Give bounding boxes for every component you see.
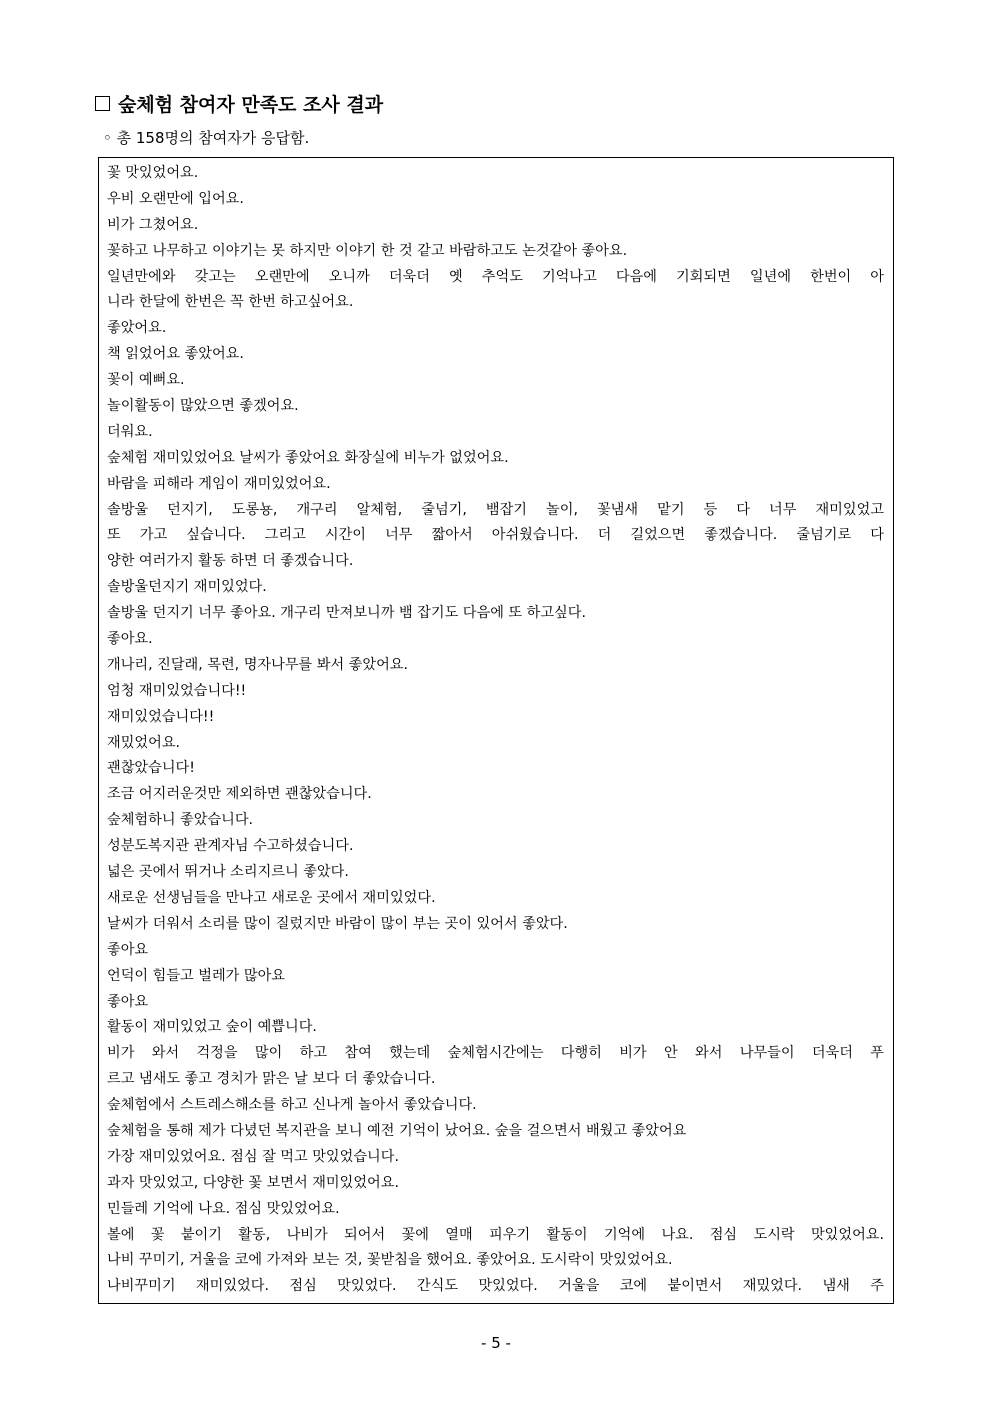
response-line: 니라 한달에 한번은 꼭 한번 하고싶어요. [107, 294, 354, 311]
response-line: 양한 여러가지 활동 하면 더 좋겠습니다. [107, 553, 354, 570]
response-line: 우비 오랜만에 입어요. [107, 190, 244, 207]
response-line: 솔방울던지기 재미있었다. [107, 579, 267, 596]
response-line: 꽃하고 나무하고 이야기는 못 하지만 이야기 한 것 같고 바람하고도 논것같아 좋아요. [107, 242, 628, 259]
response-line: 일년만에와 갖고는 오랜만에 오니까 더욱더 옛 추억도 기억나고 다음에 기회되면 일년에 한번이 아 [107, 268, 884, 285]
response-line: 재밌었어요. [107, 734, 181, 751]
response-line: 날씨가 더워서 소리를 많이 질렀지만 바람이 많이 부는 곳이 있어서 좋았다. [107, 915, 568, 932]
response-summary: ◦ 총 158명의 참여자가 응답함. [103, 129, 310, 147]
response-line: 나비 꾸미기, 거울을 코에 가져와 보는 것, 꽃받침을 했어요. 좋았어요. 도시락이 맛있었어요. [107, 1252, 673, 1269]
response-line: 개나리, 진달래, 목련, 명자나무를 봐서 좋았어요. [107, 656, 408, 673]
response-line: 좋아요. [107, 631, 153, 648]
response-line: 더워요. [107, 423, 153, 440]
response-line: 민들레 기억에 나요. 점심 맛있었어요. [107, 1200, 340, 1217]
response-line: 성분도복지관 관계자님 수고하셨습니다. [107, 838, 354, 855]
response-list [98, 157, 894, 1304]
response-line: 과자 맛있었고, 다양한 꽃 보면서 재미있었어요. [107, 1174, 399, 1191]
response-line: 조금 어지러운것만 제외하면 괜찮았습니다. [107, 786, 372, 803]
response-line: 또 가고 싶습니다. 그리고 시간이 너무 짧아서 아쉬웠습니다. 더 길었으면 좋겠습니다. 줄넘기로 다 [107, 527, 884, 544]
response-line: 재미있었습니다!! [107, 708, 215, 725]
section-heading [95, 90, 383, 117]
response-line: 솔방울 던지기, 도롱뇽, 개구리 알체험, 줄넘기, 뱀잡기 놀이, 꽃냄새 맡기 등 다 너무 재미있었고 [107, 501, 884, 518]
page-number: - 5 - [481, 1334, 511, 1352]
response-line: 솔방울 던지기 너무 좋아요. 개구리 만져보니까 뱀 잡기도 다음에 또 하고싶다. [107, 605, 586, 622]
response-line: 꽃 맛있었어요. [107, 165, 199, 181]
response-line: 좋아요 [107, 941, 149, 958]
response-line: 숲체험에서 스트레스해소를 하고 신나게 놀아서 좋았습니다. [107, 1097, 477, 1114]
response-line: 활동이 재미있었고 숲이 예쁩니다. [107, 1019, 317, 1036]
response-line: 숲체험을 통해 제가 다녔던 복지관을 보니 예전 기억이 났어요. 숲을 걸으면서 배웠고 좋았어요 [107, 1122, 687, 1139]
response-line: 꽃이 예뻐요. [107, 372, 185, 389]
response-line: 비가 와서 걱정을 많이 하고 참여 했는데 숲체험시간에는 다행히 비가 안 와서 나무들이 더욱더 푸 [107, 1045, 884, 1062]
response-line: 좋아요 [107, 993, 149, 1010]
response-line: 엄청 재미있었습니다!! [107, 682, 247, 699]
response-line: 괜찮았습니다! [107, 760, 195, 777]
response-line: 책 읽었어요 좋았어요. [107, 346, 244, 363]
checkbox-icon [95, 96, 110, 111]
response-line: 르고 냄새도 좋고 경치가 맑은 날 보다 더 좋았습니다. [107, 1071, 436, 1088]
response-line: 좋았어요. [107, 320, 167, 337]
response-line: 놀이활동이 많았으면 좋겠어요. [107, 398, 299, 415]
response-line: 새로운 선생님들을 만나고 새로운 곳에서 재미있었다. [107, 889, 436, 906]
response-line: 언덕이 힘들고 벌레가 많아요 [107, 967, 285, 984]
section-title: 숲체험 참여자 만족도 조사 결과 [118, 94, 384, 116]
response-line: 나비꾸미기 재미있었다. 점심 맛있었다. 간식도 맛있었다. 거울을 코에 붙이면서 재밌었다. 냄새 주 [107, 1278, 884, 1295]
response-line: 숲체험 재미있었어요 날씨가 좋았어요 화장실에 비누가 없었어요. [107, 449, 509, 466]
response-line: 비가 그쳤어요. [107, 216, 199, 233]
response-line: 넓은 곳에서 뛰거나 소리지르니 좋았다. [107, 864, 349, 881]
response-line: 가장 재미있었어요. 점심 잘 먹고 맛있었습니다. [107, 1148, 399, 1165]
response-line: 숲체험하니 좋았습니다. [107, 812, 254, 829]
response-line: 바람을 피해라 게임이 재미있었어요. [107, 475, 331, 492]
response-line: 볼에 꽃 붙이기 활동, 나비가 되어서 꽃에 열매 피우기 활동이 기억에 나요. 점심 도시락 맛있었어요. [107, 1226, 884, 1243]
